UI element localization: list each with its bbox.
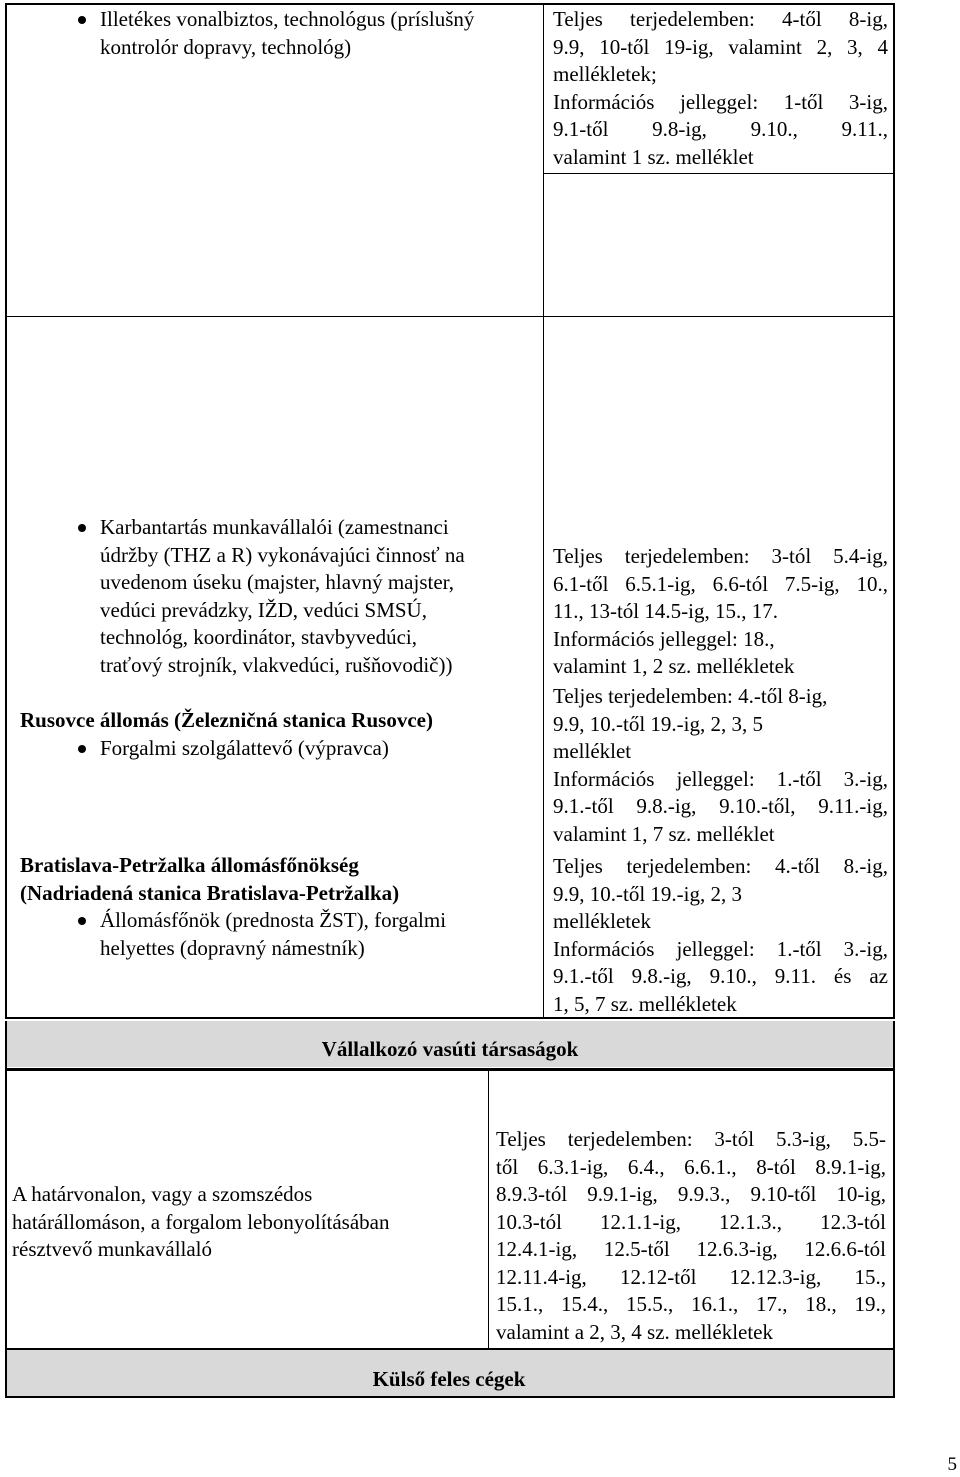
middle-right-petrzalka: Teljes terjedelemben: 4.-től 8.-ig, 9.9, 10.-től 19.-ig, 2, 3 mellékletek Információs jelleggel: 1.-től 3.-ig, 9.1.-től 9.8.-ig, 9.10., 9.11. és az 1, 5, 7 sz. mellékletek: [553, 854, 888, 1016]
table-right-row-divider: [543, 173, 895, 174]
petrzalka-heading-line1: Bratislava-Petržalka állomásfőnökség: [20, 853, 359, 877]
bullet-icon: [78, 16, 86, 24]
lower-table-border-right: [893, 1068, 895, 1350]
bullet-icon: [78, 917, 86, 925]
bullet-icon: [78, 745, 86, 753]
middle-right-rusovce: Teljes terjedelemben: 4.-től 8-ig, 9.9, 10.-től 19.-ig, 2, 3, 5 melléklet Információs jelleggel: 1.-től 3.-ig, 9.1.-től 9.8.-ig, 9.10.-től, 9.11.-ig, valamint 1, 7 sz. melléklet: [553, 684, 888, 846]
list-item-dispatcher: Forgalmi szolgálattevő (výpravca): [10, 735, 540, 763]
table-border-left: [5, 3, 7, 1019]
section-border-left: [5, 1350, 7, 1398]
middle-right-maintenance: Teljes terjedelemben: 3-tól 5.4-ig, 6.1-től 6.5.1-ig, 6.6-tól 7.5-ig, 10., 11., 13-tól 14.5-ig, 15., 17. Információs jelleggel: 18., valamint 1, 2 sz. mellékletek: [553, 544, 888, 678]
rusovce-block: [20, 707, 540, 762]
section-railway-companies: Vállalkozó vasúti társaságok: [5, 1021, 895, 1067]
lower-table-border-top: [5, 1068, 895, 1071]
top-left-cell: [10, 6, 540, 61]
list-item-station-master: Állomásfőnök (prednosta ŽST), forgalmi helyettes (dopravný námestník): [10, 907, 540, 962]
border-left-cell: A határvonalon, vagy a szomszédos határállomáson, a forgalom lebonyolításában résztvevő munkavállaló: [12, 1182, 390, 1261]
border-right-cell: Teljes terjedelemben: 3-tól 5.3-ig, 5.5- től 6.3.1-ig, 6.4., 6.6.1., 8-tól 8.9.1-ig, 8.9.3-tól 9.9.1-ig, 9.9.3., 9.10-től 10-ig, 10.3-tól 12.1.1-ig, 12.1.3., 12.3-tól 12.4.1-ig, 12.5-től 12.6.3-ig, 12.6.6-tól 12.11.4-ig, 12.12-től 12.12.3-ig, 15., 15.1., 15.4., 15.5., 16.1., 17., 18., 19., valamint a 2, 3, 4 sz. mellékletek: [496, 1127, 886, 1344]
section-external-companies: Külső feles cégek: [5, 1350, 895, 1398]
bullet-icon: [78, 524, 86, 532]
table-border-top: [5, 3, 895, 5]
page-number: 5: [947, 1454, 957, 1475]
petrzalka-block: [20, 852, 540, 962]
list-item-maintenance: Karbantartás munkavállalói (zamestnanci údržby (THZ a R) vykonávajúci činnosť na uvedenom úseku (majster, hlavný majster, vedúci prevádzky, IŽD, vedúci SMSÚ, technológ, koordinátor, stavbyvedúci, traťový strojník, vlakvedúci, rušňovodič)): [10, 514, 540, 679]
section-border-right: [893, 1350, 895, 1398]
lower-table-border-left: [5, 1068, 7, 1350]
rusovce-heading: Rusovce állomás (Železničná stanica Rusovce): [20, 708, 433, 732]
table-row-divider: [5, 316, 895, 317]
table-column-divider: [543, 3, 544, 1019]
middle-left-cell: [10, 514, 540, 679]
lower-table-column-divider: [488, 1068, 489, 1350]
section-border-right: [893, 1021, 895, 1071]
list-item-line-inspector: Illetékes vonalbiztos, technológus (príslušný kontrolór dopravy, technológ): [10, 6, 540, 61]
section-border-left: [5, 1021, 7, 1071]
top-right-cell: Teljes terjedelemben: 4-től 8-ig, 9.9, 10-től 19-ig, valamint 2, 3, 4 mellékletek; Információs jelleggel: 1-től 3-ig, 9.1-től 9.8-ig, 9.10., 9.11., valamint 1 sz. melléklet: [553, 7, 888, 169]
section-border-bottom: [5, 1396, 895, 1398]
petrzalka-heading-line2: (Nadriadená stanica Bratislava-Petržalka): [20, 880, 400, 905]
table-border-right: [893, 3, 895, 1019]
